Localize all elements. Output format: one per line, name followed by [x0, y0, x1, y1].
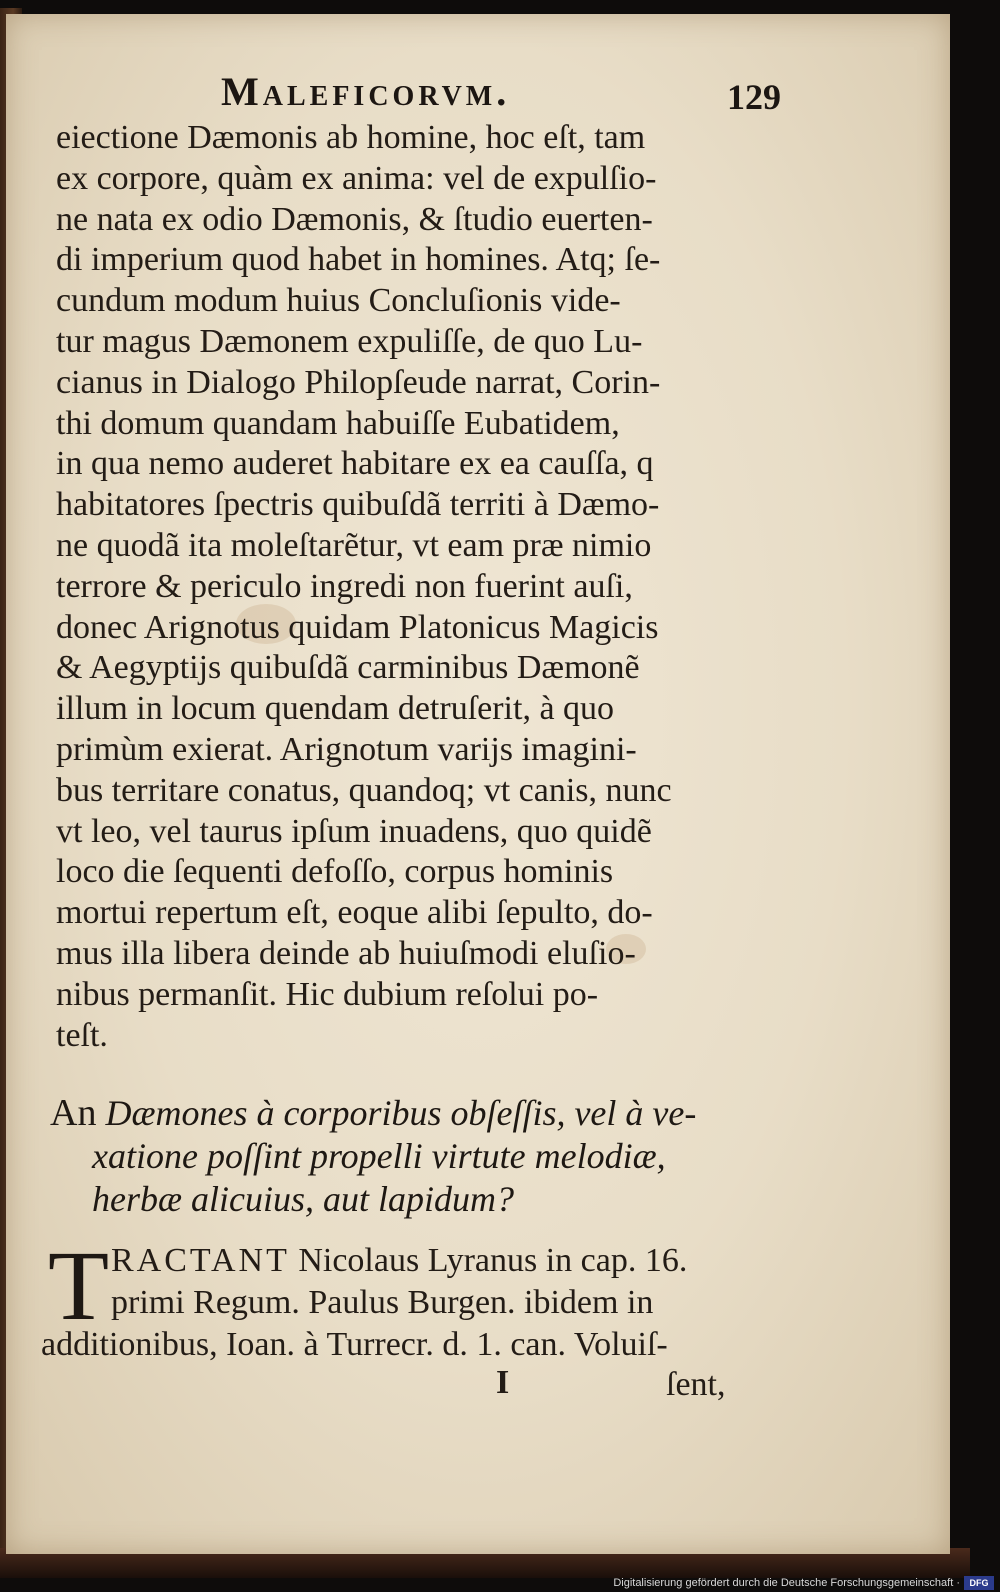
small-caps-word: RACTANT: [111, 1242, 290, 1279]
heading-line: [50, 1092, 770, 1135]
signature-mark: I: [496, 1364, 510, 1401]
text-line: nibus permanſit. Hic dubium reſolui po-: [56, 975, 599, 1013]
page-number: 129: [727, 77, 781, 117]
running-head: Maleficorvm.: [221, 69, 511, 114]
page-header: [221, 68, 781, 118]
book-page: [6, 14, 950, 1554]
text-line: ex corpore, quàm ex anima: vel de expulſio-: [56, 159, 657, 197]
heading-text: Dæmones à corporibus obſeſſis, vel à ve-: [105, 1093, 697, 1133]
heading-line: herbæ alicuius, aut lapidum?: [92, 1179, 514, 1219]
section-heading: [50, 1092, 770, 1221]
text-line: habitatores ſpectris quibuſdã territi à Dæmo-: [56, 486, 660, 524]
text-line: thi domum quandam habuiſſe Eubatidem,: [56, 404, 620, 442]
text-line: & Aegyptijs quibuſdã carminibus Dæmonẽ: [56, 649, 640, 687]
text-line: illum in locum quendam detruſerit, à quo: [56, 690, 615, 728]
text-line: eiectione Dæmonis ab homine, hoc eſt, tam: [56, 119, 646, 156]
text-line: terrore & periculo ingredi non fuerint auſi,: [56, 567, 633, 605]
text-line: ne quodã ita moleſtarẽtur, vt eam præ nimio: [56, 526, 652, 564]
text-line: cundum modum huius Concluſionis vide-: [56, 282, 621, 320]
heading-lead-word: An: [50, 1092, 97, 1134]
second-paragraph: [41, 1240, 771, 1366]
catchword: ſent,: [666, 1366, 726, 1403]
text-line: primùm exierat. Arignotum varijs imagini-: [56, 730, 637, 768]
text-line: [111, 1240, 771, 1282]
digitization-credit: Digitalisierung gefördert durch die Deutsche Forschungsgemeinschaft ·: [613, 1577, 960, 1589]
text-line: in qua nemo auderet habitare ex ea cauſſa, q: [56, 445, 654, 483]
drop-cap: T: [48, 1230, 110, 1341]
main-text-block: [56, 118, 761, 1056]
heading-line: xatione poſſint propelli virtute melodiæ,: [92, 1136, 666, 1176]
text-line: donec Arignotus quidam Platonicus Magicis: [56, 608, 659, 646]
text-line: mortui repertum eſt, eoque alibi ſepulto, do-: [56, 894, 653, 932]
text-line: vt leo, vel taurus ipſum inuadens, quo quidẽ: [56, 812, 652, 850]
text-line: teſt.: [56, 1016, 108, 1054]
text-run: Nicolaus Lyranus in cap. 16.: [289, 1242, 688, 1279]
text-line: loco die ſequenti defoſſo, corpus hominis: [56, 853, 614, 891]
dfg-logo: DFG: [964, 1576, 994, 1590]
text-line: primi Regum. Paulus Burgen. ibidem in: [111, 1284, 654, 1321]
text-line: ne nata ex odio Dæmonis, & ſtudio euerten-: [56, 200, 653, 238]
text-line: bus territare conatus, quandoq; vt canis, nunc: [56, 771, 672, 809]
text-line: di imperium quod habet in homines. Atq; ſe-: [56, 241, 661, 279]
text-line: tur magus Dæmonem expuliſſe, de quo Lu-: [56, 322, 643, 360]
text-line: cianus in Dialogo Philopſeude narrat, Corin-: [56, 363, 661, 401]
text-line: mus illa libera deinde ab huiuſmodi eluſio-: [56, 934, 636, 972]
text-line: additionibus, Ioan. à Turrecr. d. 1. can. Voluiſ-: [41, 1326, 668, 1363]
